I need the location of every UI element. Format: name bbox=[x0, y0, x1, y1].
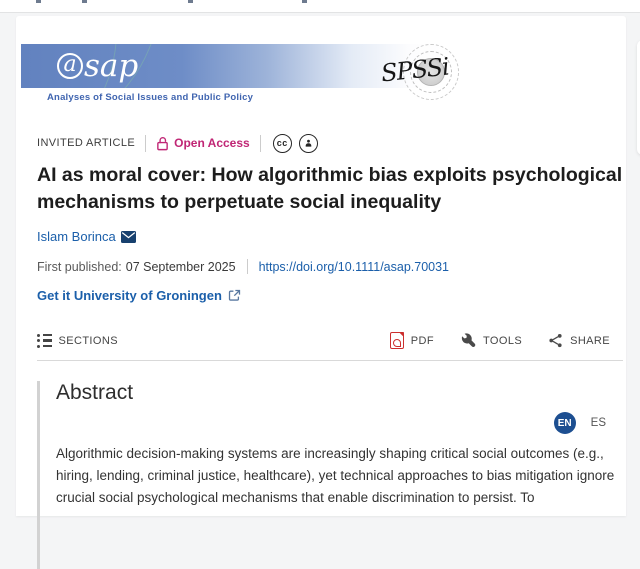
article-title: AI as moral cover: How algorithmic bias exploits psychological mechanisms to perpetuate social inequality bbox=[37, 164, 623, 213]
journal-banner[interactable] bbox=[21, 44, 451, 118]
share-label: SHARE bbox=[570, 334, 610, 347]
tools-button[interactable] bbox=[460, 333, 522, 349]
article-toolbar bbox=[37, 332, 610, 349]
clipped-header-fragment bbox=[82, 0, 87, 3]
person-glyph bbox=[303, 138, 314, 149]
open-lock-icon bbox=[156, 136, 169, 151]
asap-journal-logo[interactable] bbox=[57, 46, 138, 86]
divider bbox=[145, 135, 146, 152]
spssi-logo-text: SPSSi bbox=[379, 52, 451, 88]
asap-logo-a: a bbox=[57, 53, 83, 79]
sections-button[interactable] bbox=[37, 334, 118, 348]
share-icon bbox=[548, 333, 563, 348]
article-card bbox=[16, 16, 626, 516]
spssi-society-logo[interactable] bbox=[379, 42, 465, 110]
language-es-button[interactable]: ES bbox=[590, 417, 606, 429]
clipped-header-fragment bbox=[302, 0, 307, 3]
toolbar-divider bbox=[37, 360, 623, 361]
article-category-label: INVITED ARTICLE bbox=[37, 137, 136, 149]
toolbar-right-group bbox=[390, 332, 610, 349]
abstract-heading: Abstract bbox=[56, 381, 134, 404]
abstract-language-switcher bbox=[56, 412, 612, 434]
doi-link[interactable]: https://doi.org/10.1111/asap.70031 bbox=[258, 259, 450, 274]
divider bbox=[260, 135, 261, 152]
clipped-header-fragment bbox=[36, 0, 41, 3]
open-access-badge bbox=[156, 136, 250, 151]
get-it-link[interactable]: Get it University of Groningen bbox=[37, 288, 222, 303]
email-icon[interactable] bbox=[121, 231, 136, 243]
first-published-date: 07 September 2025 bbox=[125, 259, 236, 274]
clipped-site-header bbox=[0, 0, 640, 13]
license-icons bbox=[273, 134, 318, 153]
wrench-icon bbox=[460, 333, 476, 349]
journal-tagline: Analyses of Social Issues and Public Policy bbox=[47, 92, 254, 103]
institutional-access-row bbox=[37, 288, 612, 303]
article-meta-row bbox=[37, 133, 612, 153]
share-button[interactable] bbox=[548, 333, 610, 348]
pdf-icon bbox=[390, 332, 404, 349]
clipped-header-fragment bbox=[188, 0, 193, 3]
abstract-text: Algorithmic decision-making systems are increasingly shaping critical social outcomes (e.g., hiring, lending, criminal justice, healthcare), yet technical approaches to bias mitigation ignore crucial social psychological mechanisms that enable discrimination to persist. To bbox=[56, 446, 615, 505]
divider bbox=[247, 259, 248, 274]
creative-commons-icon[interactable] bbox=[273, 134, 292, 153]
abstract-section bbox=[37, 381, 615, 569]
language-en-button[interactable]: EN bbox=[554, 412, 576, 434]
first-published-label: First published: bbox=[37, 259, 122, 274]
asap-logo-rest: sap bbox=[84, 48, 139, 84]
author-link[interactable]: Islam Borinca bbox=[37, 229, 116, 244]
external-link-icon bbox=[228, 289, 241, 302]
open-access-label: Open Access bbox=[174, 136, 250, 150]
author-row bbox=[37, 229, 612, 244]
pdf-button[interactable] bbox=[390, 332, 434, 349]
pdf-label: PDF bbox=[410, 334, 434, 347]
publication-info-row bbox=[37, 259, 612, 274]
sections-list-icon bbox=[37, 334, 52, 348]
sections-label: SECTIONS bbox=[58, 334, 118, 347]
cc-text: cc bbox=[276, 138, 288, 148]
cc-by-attribution-icon[interactable] bbox=[299, 134, 318, 153]
tools-label: TOOLS bbox=[483, 334, 523, 347]
